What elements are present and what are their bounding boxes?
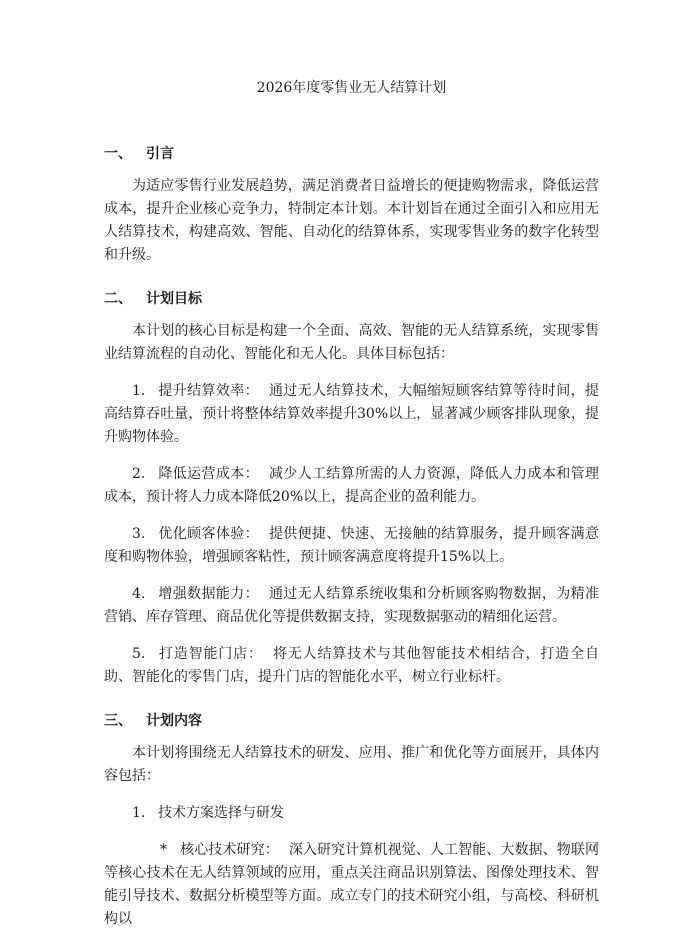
section-number: 二、 bbox=[104, 291, 132, 307]
list-item-term: 打造智能门店： bbox=[158, 646, 263, 662]
section-title: 计划内容 bbox=[146, 713, 202, 729]
section-heading-plan-content bbox=[104, 711, 599, 731]
paragraph: 为适应零售行业发展趋势，满足消费者日益增长的便捷购物需求，降低运营成本，提升企业核心竞争力，特制定本计划。本计划旨在通过全面引入和应用无人结算技术，构建高效、智能、自动化的结算体系，实现零售业务的数字化转型和升级。 bbox=[104, 178, 599, 263]
list-item bbox=[104, 583, 599, 629]
list-item-text: 减少人工结算所需的人力资源，降低人力成本和管理成本，预计将人力成本降低20%以上，提高企业的盈利能力。 bbox=[104, 466, 600, 505]
subsection-heading bbox=[104, 802, 599, 825]
section-number: 三、 bbox=[104, 713, 132, 729]
list-item-text: 通过无人结算系统收集和分析顾客购物数据，为精准营销、库存管理、商品优化等提供数据支持，实现数据驱动的精细化运营。 bbox=[104, 586, 600, 625]
bullet-item-text: 深入研究计算机视觉、人工智能、大数据、物联网等核心技术在无人结算领域的应用，重点关注商品识别算法、图像处理技术、智能引导技术、数据分析模型等方面。成立专门的技术研究小组，与高校、科研机构以 bbox=[104, 842, 599, 927]
list-item bbox=[104, 523, 599, 569]
list-marker: 1. bbox=[132, 383, 146, 399]
paragraph: 本计划将围绕无人结算技术的研发、应用、推广和优化等方面展开，具体内容包括： bbox=[104, 745, 599, 784]
list-item-text: 通过无人结算技术，大幅缩短顾客结算等待时间，提高结算吞吐量，预计将整体结算效率提升30%以上，显著减少顾客排队现象，提升购物体验。 bbox=[104, 383, 600, 445]
subsection-title: 技术方案选择与研发 bbox=[158, 805, 284, 821]
list-item-term: 优化顾客体验： bbox=[158, 526, 259, 542]
paragraph: 本计划的核心目标是构建一个全面、高效、智能的无人结算系统，实现零售业结算流程的自动化、智能化和无人化。具体目标包括： bbox=[104, 323, 599, 362]
list-marker: 1. bbox=[132, 805, 146, 821]
list-marker: 4. bbox=[132, 586, 146, 602]
section-number: 一、 bbox=[104, 146, 132, 162]
list-item bbox=[104, 643, 599, 689]
document-title: 2026年度零售业无人结算计划 bbox=[256, 80, 447, 96]
list-marker: 5. bbox=[132, 646, 146, 662]
section-heading-goals bbox=[104, 289, 599, 309]
list-item-term: 提升结算效率： bbox=[158, 383, 259, 399]
list-item-text: 提供便捷、快速、无接触的结算服务，提升顾客满意度和购物体验，增强顾客粘性，预计顾客满意度将提升15%以上。 bbox=[104, 526, 600, 565]
list-item-term: 降低运营成本： bbox=[158, 466, 259, 482]
list-item-term: 增强数据能力： bbox=[158, 586, 259, 602]
section-title: 计划目标 bbox=[146, 291, 202, 307]
list-item-text: 将无人结算技术与其他智能技术相结合，打造全自助、智能化的零售门店，提升门店的智能化水平，树立行业标杆。 bbox=[104, 646, 600, 685]
list-marker: 2. bbox=[132, 466, 146, 482]
bullet-item-term: 核心技术研究： bbox=[180, 842, 279, 858]
bullet-item bbox=[104, 839, 599, 931]
list-item bbox=[104, 380, 599, 449]
section-heading-introduction bbox=[104, 144, 599, 164]
section-title: 引言 bbox=[146, 146, 174, 162]
list-marker: 3. bbox=[132, 526, 146, 542]
bullet-marker: * bbox=[160, 842, 167, 858]
list-item bbox=[104, 463, 599, 509]
